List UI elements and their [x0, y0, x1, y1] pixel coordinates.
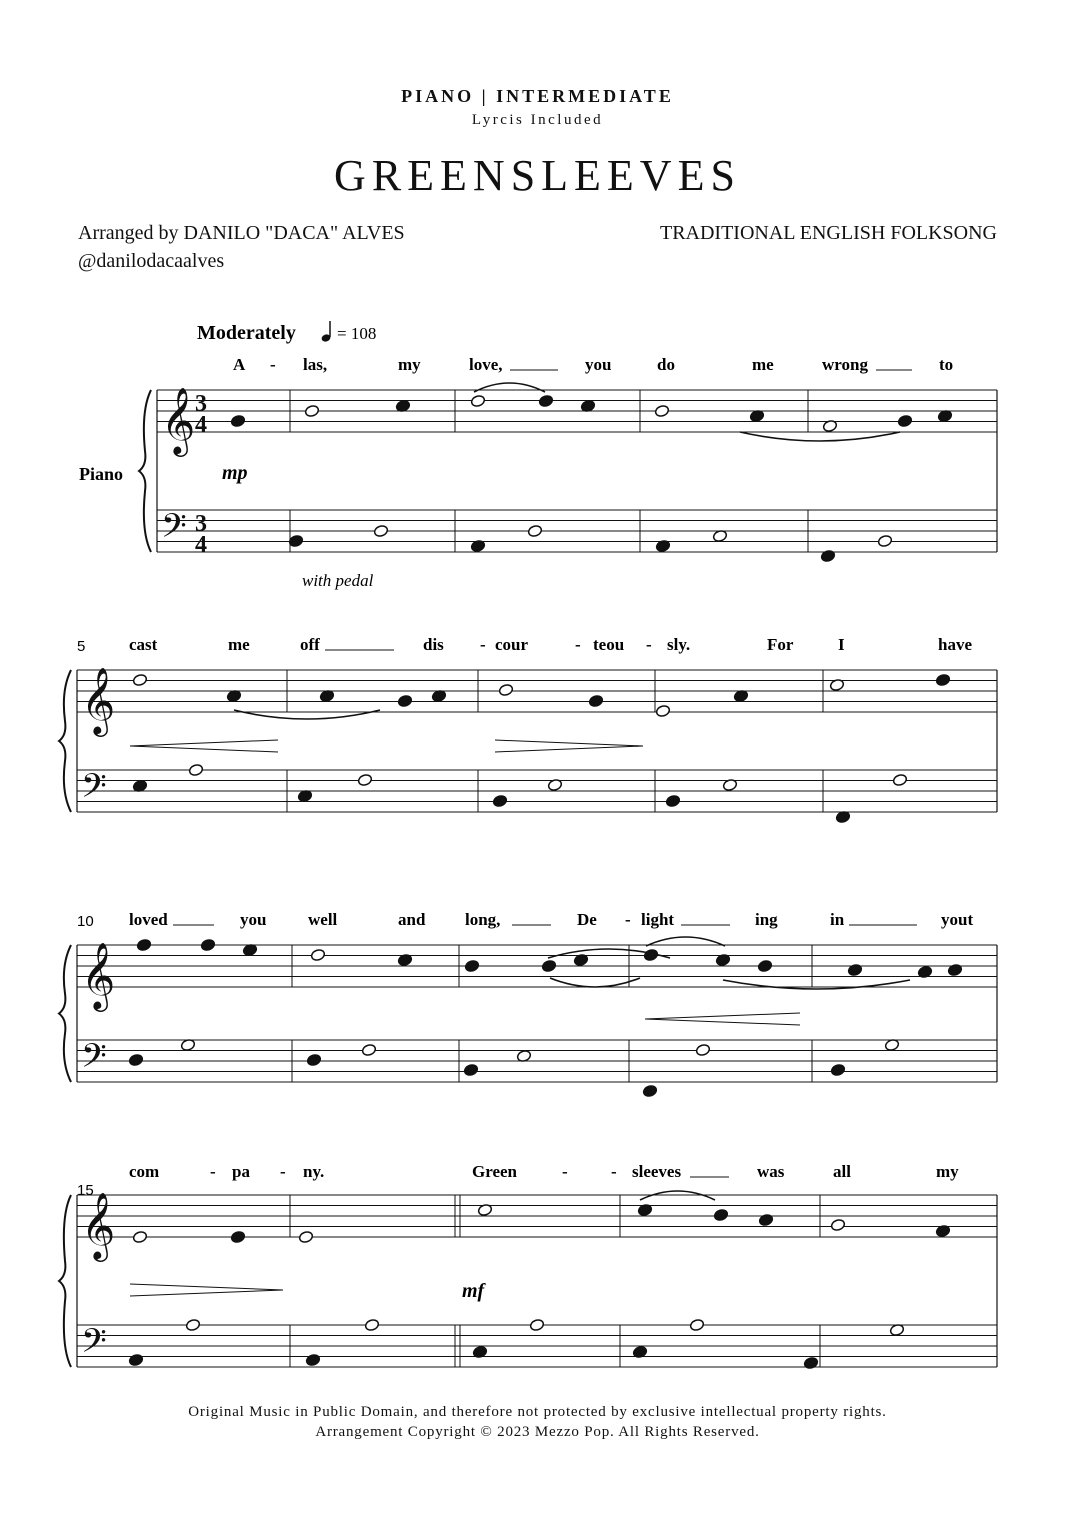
svg-text:A: A	[233, 355, 246, 374]
svg-text:-: -	[270, 355, 276, 374]
svg-text:my: my	[398, 355, 421, 374]
level-label: PIANO | INTERMEDIATE	[401, 86, 674, 106]
note-head	[803, 1356, 818, 1369]
note-head	[132, 1230, 147, 1243]
svg-text:-: -	[210, 1162, 216, 1181]
arranger-handle: @danilodacaalves	[78, 250, 225, 272]
svg-text:cour: cour	[495, 635, 529, 654]
note-head	[897, 414, 912, 427]
svg-text:light: light	[641, 910, 675, 929]
svg-text:my: my	[936, 1162, 959, 1181]
treble-clef-icon: 𝄞	[81, 668, 116, 733]
note-head	[200, 938, 215, 951]
note-head	[935, 673, 950, 686]
note-head	[305, 1353, 320, 1366]
arranger-credit: Arranged by DANILO "DACA" ALVES	[78, 222, 405, 244]
note-head	[230, 414, 245, 427]
svg-text:yout: yout	[941, 910, 974, 929]
svg-text:cast: cast	[129, 635, 158, 654]
note-head	[757, 959, 772, 972]
note-head	[665, 794, 680, 807]
note-head	[541, 959, 556, 972]
svg-text:-: -	[480, 635, 486, 654]
svg-text:was: was	[757, 1162, 785, 1181]
svg-text:wrong: wrong	[822, 355, 868, 374]
time-signature-bottom: 4	[195, 412, 207, 438]
note-head	[132, 673, 147, 686]
note-head	[470, 394, 485, 407]
note-head	[373, 524, 388, 537]
svg-text:you: you	[585, 355, 612, 374]
note-head	[230, 1230, 245, 1243]
tempo-note-icon	[321, 321, 332, 343]
note-head	[642, 1084, 657, 1097]
staff-system-1	[139, 388, 997, 553]
brace-icon	[59, 1195, 71, 1367]
treble-clef-icon: 𝄞	[81, 1193, 116, 1258]
note-head	[655, 704, 670, 717]
svg-text:to: to	[939, 355, 954, 374]
composer-credit: TRADITIONAL ENGLISH FOLKSONG	[659, 222, 997, 244]
staff-system-2	[59, 668, 997, 813]
note-head	[527, 524, 542, 537]
note-head	[136, 938, 151, 951]
svg-text:long,: long,	[465, 910, 501, 929]
note-head	[397, 694, 412, 707]
note-head	[588, 694, 603, 707]
svg-text:Green: Green	[472, 1162, 518, 1181]
svg-text:off: off	[300, 635, 320, 654]
svg-text:loved: loved	[129, 910, 168, 929]
svg-text:dis: dis	[423, 635, 444, 654]
svg-text:-: -	[575, 635, 581, 654]
treble-clef-icon: 𝄞	[161, 388, 196, 453]
svg-text:com: com	[129, 1162, 160, 1181]
note-head	[689, 1318, 704, 1331]
footer-copyright: Arrangement Copyright © 2023 Mezzo Pop. All Rights Reserved.	[315, 1424, 760, 1440]
svg-text:have: have	[938, 635, 972, 654]
note-head	[357, 773, 372, 786]
lyrics-row-2	[129, 635, 972, 654]
svg-text:love,: love,	[469, 355, 503, 374]
staff-system-4	[59, 1193, 997, 1368]
svg-text:-: -	[562, 1162, 568, 1181]
bass-clef-icon: 𝄢	[81, 1322, 107, 1368]
note-head	[128, 1053, 143, 1066]
measure-number-5: 5	[77, 638, 86, 655]
note-head	[892, 773, 907, 786]
svg-text:in: in	[830, 910, 845, 929]
brace-icon	[59, 670, 71, 812]
tempo-value: = 108	[337, 324, 377, 343]
brace-icon	[139, 390, 151, 552]
note-head	[185, 1318, 200, 1331]
note-head	[288, 534, 303, 547]
bass-clef-icon: 𝄢	[161, 507, 187, 553]
note-head	[529, 1318, 544, 1331]
dynamic-mf: mf	[462, 1280, 485, 1302]
svg-text:me: me	[752, 355, 774, 374]
svg-text:all: all	[833, 1162, 851, 1181]
note-head	[464, 959, 479, 972]
note-head	[654, 404, 669, 417]
treble-clef-icon: 𝄞	[81, 943, 116, 1008]
measure-number-10: 10	[77, 913, 94, 930]
svg-text:me: me	[228, 635, 250, 654]
slur	[550, 978, 640, 987]
note-head	[713, 1208, 728, 1221]
bass-clef-icon: 𝄢	[81, 767, 107, 813]
note-head	[820, 549, 835, 562]
staff-system-3	[59, 943, 997, 1083]
tempo-marking: Moderately	[197, 322, 296, 344]
svg-text:pa: pa	[232, 1162, 250, 1181]
bass-clef-icon: 𝄢	[81, 1037, 107, 1083]
note-head	[758, 1213, 773, 1226]
svg-text:teou: teou	[593, 635, 625, 654]
dynamic-mp: mp	[222, 462, 248, 484]
time-signature-top: 3	[195, 511, 207, 537]
svg-text:las,: las,	[303, 355, 328, 374]
svg-text:do: do	[657, 355, 675, 374]
note-head	[306, 1053, 321, 1066]
svg-text:For: For	[767, 635, 794, 654]
staff-systems	[59, 383, 997, 1370]
decrescendo-hairpin	[130, 1284, 283, 1296]
note-head	[364, 1318, 379, 1331]
svg-text:-: -	[280, 1162, 286, 1181]
lyrics-row-4	[129, 1162, 959, 1181]
slur	[740, 432, 900, 441]
svg-text:-: -	[646, 635, 652, 654]
lyrics-row-3	[129, 910, 973, 929]
note-head	[877, 534, 892, 547]
note-head	[538, 394, 553, 407]
svg-text:ny.: ny.	[303, 1162, 325, 1181]
svg-text:-: -	[625, 910, 631, 929]
instrument-label: Piano	[79, 464, 124, 484]
note-head	[188, 763, 203, 776]
crescendo-hairpin	[130, 740, 278, 752]
svg-text:sleeves: sleeves	[632, 1162, 682, 1181]
svg-text:ing: ing	[755, 910, 778, 929]
decrescendo-hairpin	[495, 740, 643, 752]
note-head	[304, 404, 319, 417]
brace-icon	[59, 945, 71, 1082]
lyric-extenders	[173, 370, 917, 1177]
pedal-instruction: with pedal	[302, 571, 374, 590]
slur	[474, 383, 545, 392]
time-signature-bottom: 4	[195, 532, 207, 558]
slur	[234, 710, 380, 719]
svg-text:De: De	[577, 910, 597, 929]
note-head	[298, 1230, 313, 1243]
song-title: GREENSLEEVES	[334, 151, 741, 200]
svg-text:sly.: sly.	[667, 635, 691, 654]
measure-number-15: 15	[77, 1182, 94, 1199]
lyrics-note: Lyrcis Included	[471, 112, 604, 128]
note-head	[463, 1063, 478, 1076]
note-head	[695, 1043, 710, 1056]
note-head	[498, 683, 513, 696]
footer-public-domain: Original Music in Public Domain, and therefore not protected by exclusive intellectual property rights.	[188, 1404, 887, 1420]
note-head	[830, 1063, 845, 1076]
note-head	[847, 963, 862, 976]
svg-text:-: -	[611, 1162, 617, 1181]
note-head	[310, 948, 325, 961]
slur	[723, 980, 910, 989]
note-head	[830, 1218, 845, 1231]
crescendo-hairpin	[645, 1013, 800, 1025]
svg-text:I: I	[838, 635, 845, 654]
lyrics-row-1	[233, 355, 953, 374]
svg-text:and: and	[398, 910, 426, 929]
note-head	[361, 1043, 376, 1056]
note-head	[947, 963, 962, 976]
note-head	[492, 794, 507, 807]
note-head	[128, 1353, 143, 1366]
svg-text:you: you	[240, 910, 267, 929]
svg-text:well: well	[308, 910, 338, 929]
time-signature-top: 3	[195, 391, 207, 417]
